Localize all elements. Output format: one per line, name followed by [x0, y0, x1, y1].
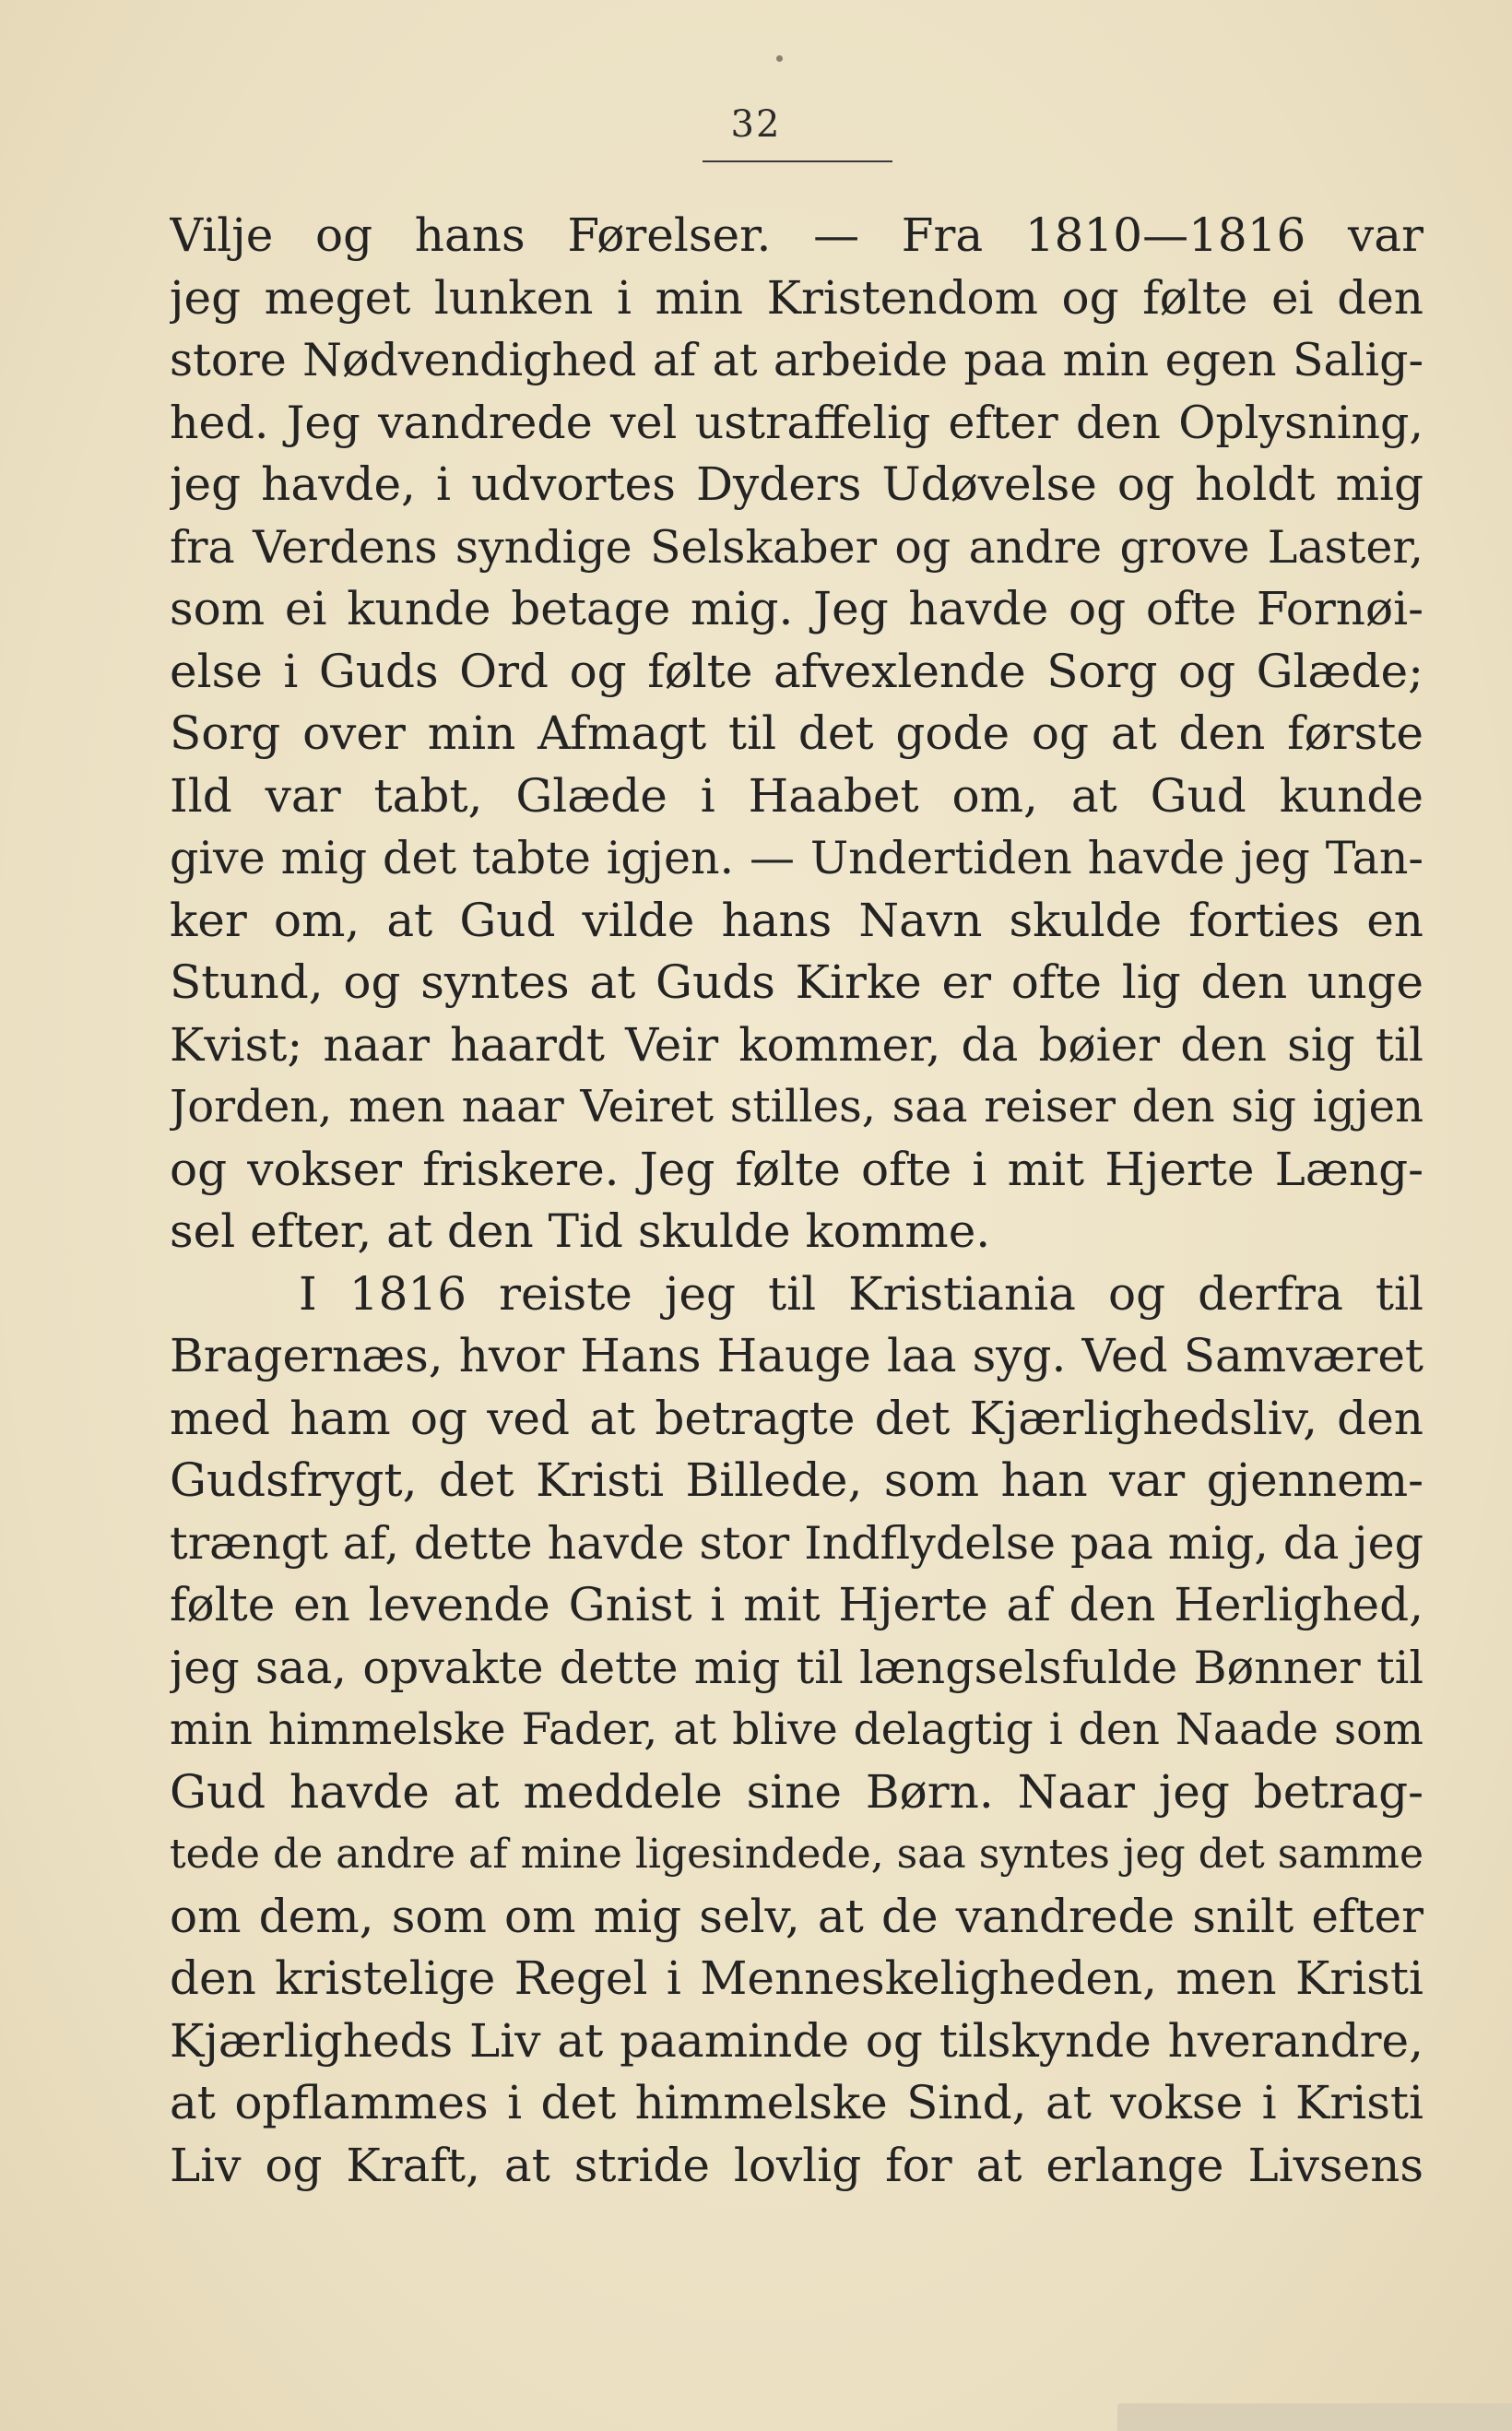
- text-line: Bragernæs, hvor Hans Hauge laa syg. Ved Samværet: [170, 1329, 1423, 1382]
- page-corner-shadow: [1117, 2403, 1512, 2431]
- page-number: 32: [730, 103, 782, 146]
- text-line: jeg havde, i udvortes Dyders Udøvelse og holdt mig: [170, 457, 1423, 511]
- text-line: med ham og ved at betragte det Kjærlighedsliv, den: [170, 1391, 1423, 1445]
- text-line: Sorg over min Afmagt til det gode og at den første: [170, 706, 1423, 760]
- text-line: Jorden, men naar Veiret stilles, saa reiser den sig igjen: [170, 1081, 1423, 1132]
- text-line: Ild var tabt, Glæde i Haabet om, at Gud kunde: [170, 768, 1423, 823]
- text-line: at opflammes i det himmelske Sind, at vokse i Kristi: [170, 2076, 1423, 2129]
- text-line: følte en levende Gnist i mit Hjerte af den Herlighed,: [170, 1578, 1423, 1631]
- text-line: den kristelige Regel i Menneskeligheden, men Kristi: [170, 1951, 1423, 2005]
- text-line: store Nødvendighed af at arbeide paa min egen Salig-: [170, 334, 1423, 386]
- text-line: hed. Jeg vandrede vel ustraffelig efter den Oplysning,: [170, 396, 1423, 449]
- text-line: Kjærligheds Liv at paaminde og tilskynde hverandre,: [170, 2013, 1423, 2068]
- header-rule: [703, 160, 892, 162]
- text-line: else i Guds Ord og følte afvexlende Sorg og Glæde;: [170, 644, 1423, 698]
- text-body: [170, 205, 1423, 2197]
- text-line: tede de andre af mine ligesindede, saa syntes jeg det samme: [170, 1831, 1423, 1878]
- text-line: fra Verdens syndige Selskaber og andre grove Laster,: [170, 520, 1423, 574]
- text-line: jeg saa, opvakte dette mig til længselsfulde Bønner til: [170, 1641, 1423, 1694]
- text-line: Liv og Kraft, at stride lovlig for at erlange Livsens: [170, 2138, 1423, 2192]
- text-line: I 1816 reiste jeg til Kristiania og derfra til: [299, 1266, 1423, 1321]
- text-line: som ei kunde betage mig. Jeg havde og ofte Fornøi-: [170, 582, 1423, 635]
- text-line: om dem, som om mig selv, at de vandrede snilt efter: [170, 1889, 1423, 1943]
- text-line: trængt af, dette havde stor Indflydelse paa mig, da jeg: [170, 1516, 1423, 1570]
- ink-speck: [776, 55, 783, 62]
- text-line: give mig det tabte igjen. — Undertiden havde jeg Tan-: [170, 832, 1423, 884]
- text-line: Stund, og syntes at Guds Kirke er ofte lig den unge: [170, 955, 1423, 1009]
- text-line: sel efter, at den Tid skulde komme.: [170, 1204, 991, 1258]
- text-line: Kvist; naar haardt Veir kommer, da bøier den sig til: [170, 1017, 1423, 1072]
- text-line: Gudsfrygt, det Kristi Billede, som han var gjennem-: [170, 1453, 1423, 1507]
- text-line: Gud havde at meddele sine Børn. Naar jeg betrag-: [170, 1764, 1423, 1819]
- text-line: Vilje og hans Førelser. — Fra 1810—1816 var: [170, 208, 1423, 262]
- text-line: jeg meget lunken i min Kristendom og følte ei den: [170, 270, 1423, 325]
- text-line: min himmelske Fader, at blive delagtig i den Naade som: [170, 1704, 1423, 1755]
- text-line: og vokser friskere. Jeg følte ofte i mit Hjerte Læng-: [170, 1142, 1423, 1196]
- text-line: ker om, at Gud vilde hans Navn skulde forties en: [170, 893, 1423, 947]
